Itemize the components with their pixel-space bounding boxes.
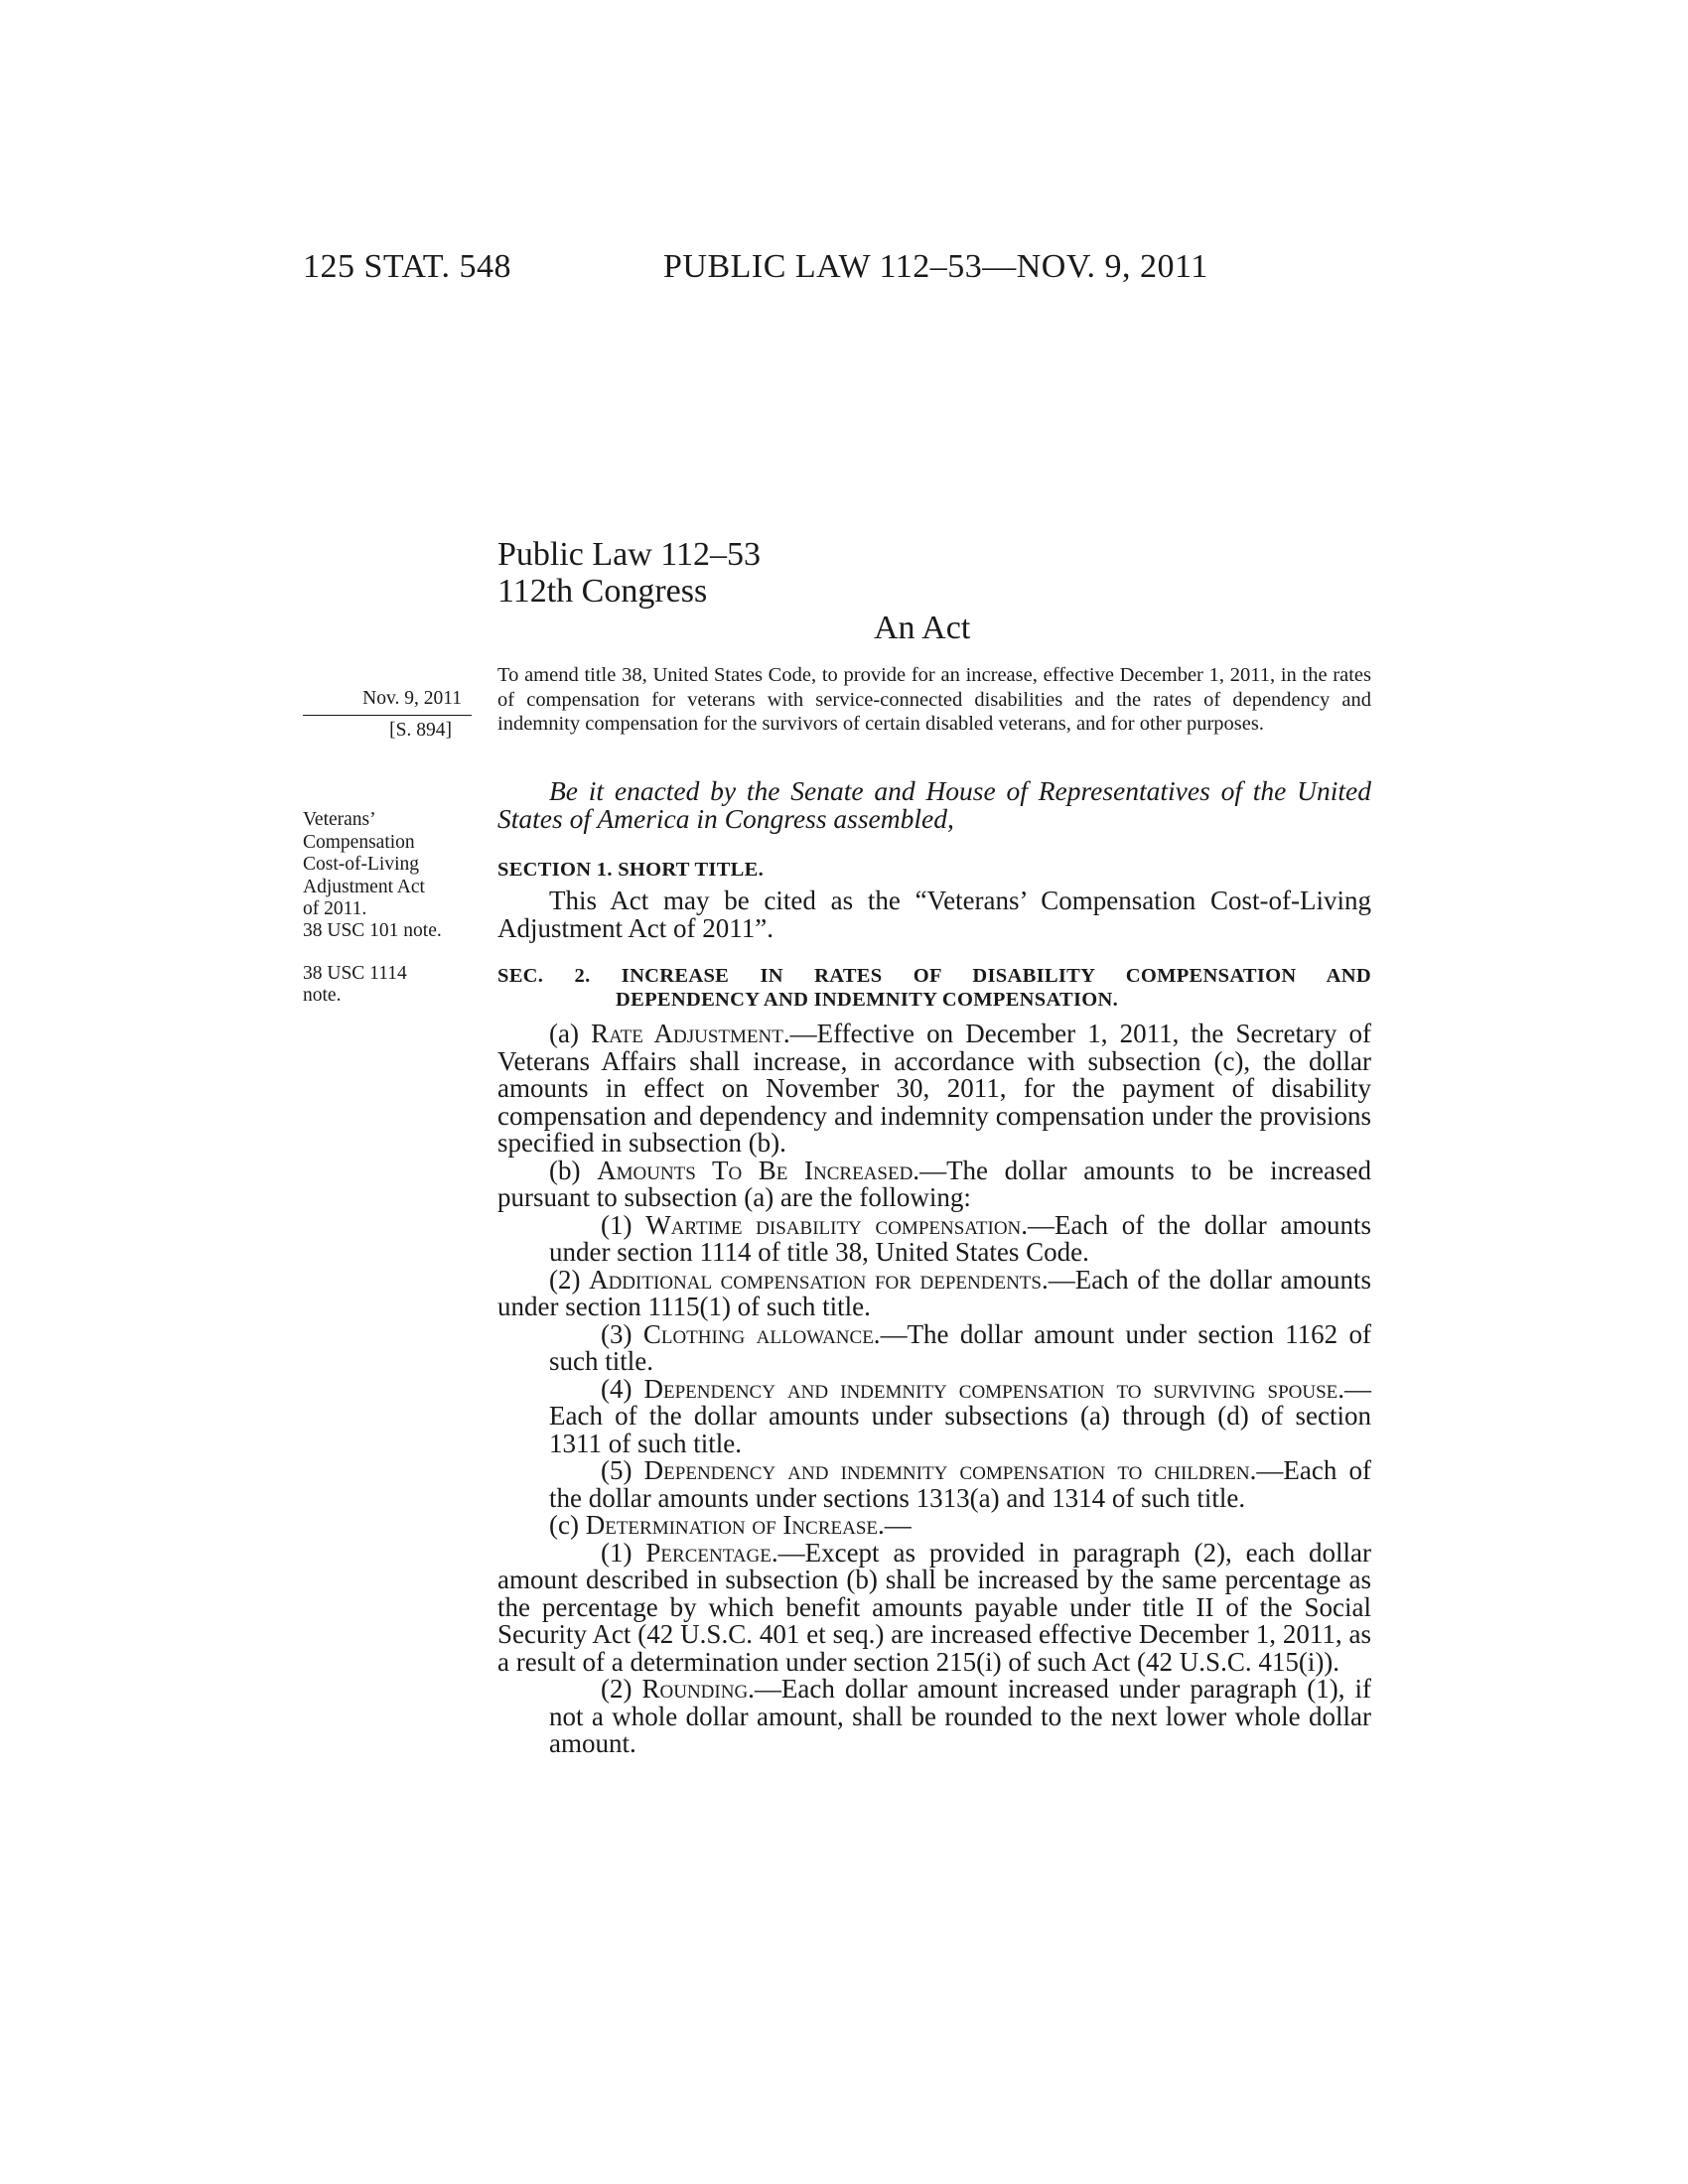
subsection-b-heading: Amounts To Be Increased. <box>597 1155 920 1185</box>
paragraph-c1: (1) Percentage.—Except as provided in paragraph (2), each dollar amount described in subsection (b) shall be increased by the same percentage as the percentage by which benefit amounts payable under title II of the Social Security Act (42 U.S.C. 401 et seq.) are increased effective December 1, 2011, as a result of a determination under section 215(i) of such Act (42 U.S.C. 415(i)). <box>497 1537 1372 1677</box>
subsection-b: (b) Amounts To Be Increased.—The dollar amounts to be increased pursuant to subsection (a) are the following: <box>497 1155 1372 1212</box>
section-2-heading-line1: SEC. 2. INCREASE IN RATES OF DISABILITY COMPENSATION AND <box>497 965 1371 987</box>
margin-date: Nov. 9, 2011 <box>362 688 462 709</box>
subsection-a-heading: Rate Adjustment. <box>591 1019 790 1048</box>
paragraph-b3: (3) Clothing allowance.—The dollar amount under section 1162 of such title. <box>549 1318 1371 1376</box>
an-act-heading: An Act <box>874 610 971 646</box>
section-1-text: This Act may be cited as the “Veterans’ Compensation Cost-of-Living Adjustment Act of 2011”. <box>497 886 1371 943</box>
enacting-clause: Be it enacted by the Senate and House of Representatives of the United States of America in Congress assembled, <box>497 775 1371 834</box>
margin-usc-1114-note: 38 USC 1114 note. <box>303 963 407 1006</box>
section-2-body <box>497 1021 1371 1758</box>
margin-divider <box>303 715 472 716</box>
subsection-a: (a) Rate Adjustment.—Effective on December 1, 2011, the Secretary of Veterans Affairs shall increase, in accordance with subsection (c), the dollar amounts in effect on November 30, 2011, for the payment of disability compensation and dependency and indemnity compensation under the provisions specified in subsection (b). <box>497 1019 1372 1158</box>
paragraph-b2: (2) Additional compensation for dependents.—Each of the dollar amounts under section 1115(1) of such title. <box>497 1264 1371 1321</box>
paragraph-b1: (1) Wartime disability compensation.—Each of the dollar amounts under section 1114 of title 38, United States Code. <box>549 1209 1371 1267</box>
congress-title: 112th Congress <box>497 573 708 610</box>
page-stat-citation: 125 STAT. 548 <box>303 248 511 285</box>
margin-bill-number: [S. 894] <box>389 720 452 741</box>
margin-short-title-note: Veterans’ Compensation Cost-of-Living Adjustment Act of 2011. <box>303 809 425 919</box>
act-purpose: To amend title 38, United States Code, to provide for an increase, effective December 1, 2011, in the rates of compensation for veterans with service-connected disabilities and the rates of dependency and indemnity compensation for the survivors of certain disabled veterans, and for other purposes. <box>497 664 1371 735</box>
subsection-c: (c) Determination of Increase.— <box>549 1510 912 1540</box>
paragraph-c2: (2) Rounding.—Each dollar amount increased under paragraph (1), if not a whole dollar amount, shall be rounded to the next lower whole dollar amount. <box>549 1674 1371 1758</box>
paragraph-b4: (4) Dependency and indemnity compensation to surviving spouse.—Each of the dollar amounts under subsections (a) through (d) of section 1311 of such title. <box>549 1373 1372 1458</box>
section-1-heading: SECTION 1. SHORT TITLE. <box>497 859 765 881</box>
section-2-heading-line2: DEPENDENCY AND INDEMNITY COMPENSATION. <box>616 989 1119 1011</box>
running-title: PUBLIC LAW 112–53—NOV. 9, 2011 <box>663 248 1208 285</box>
public-law-title: Public Law 112–53 <box>497 536 762 573</box>
margin-usc-101-note: 38 USC 101 note. <box>303 920 442 941</box>
paragraph-b5: (5) Dependency and indemnity compensation to children.—Each of the dollar amounts under sections 1313(a) and 1314 of such title. <box>549 1455 1371 1513</box>
